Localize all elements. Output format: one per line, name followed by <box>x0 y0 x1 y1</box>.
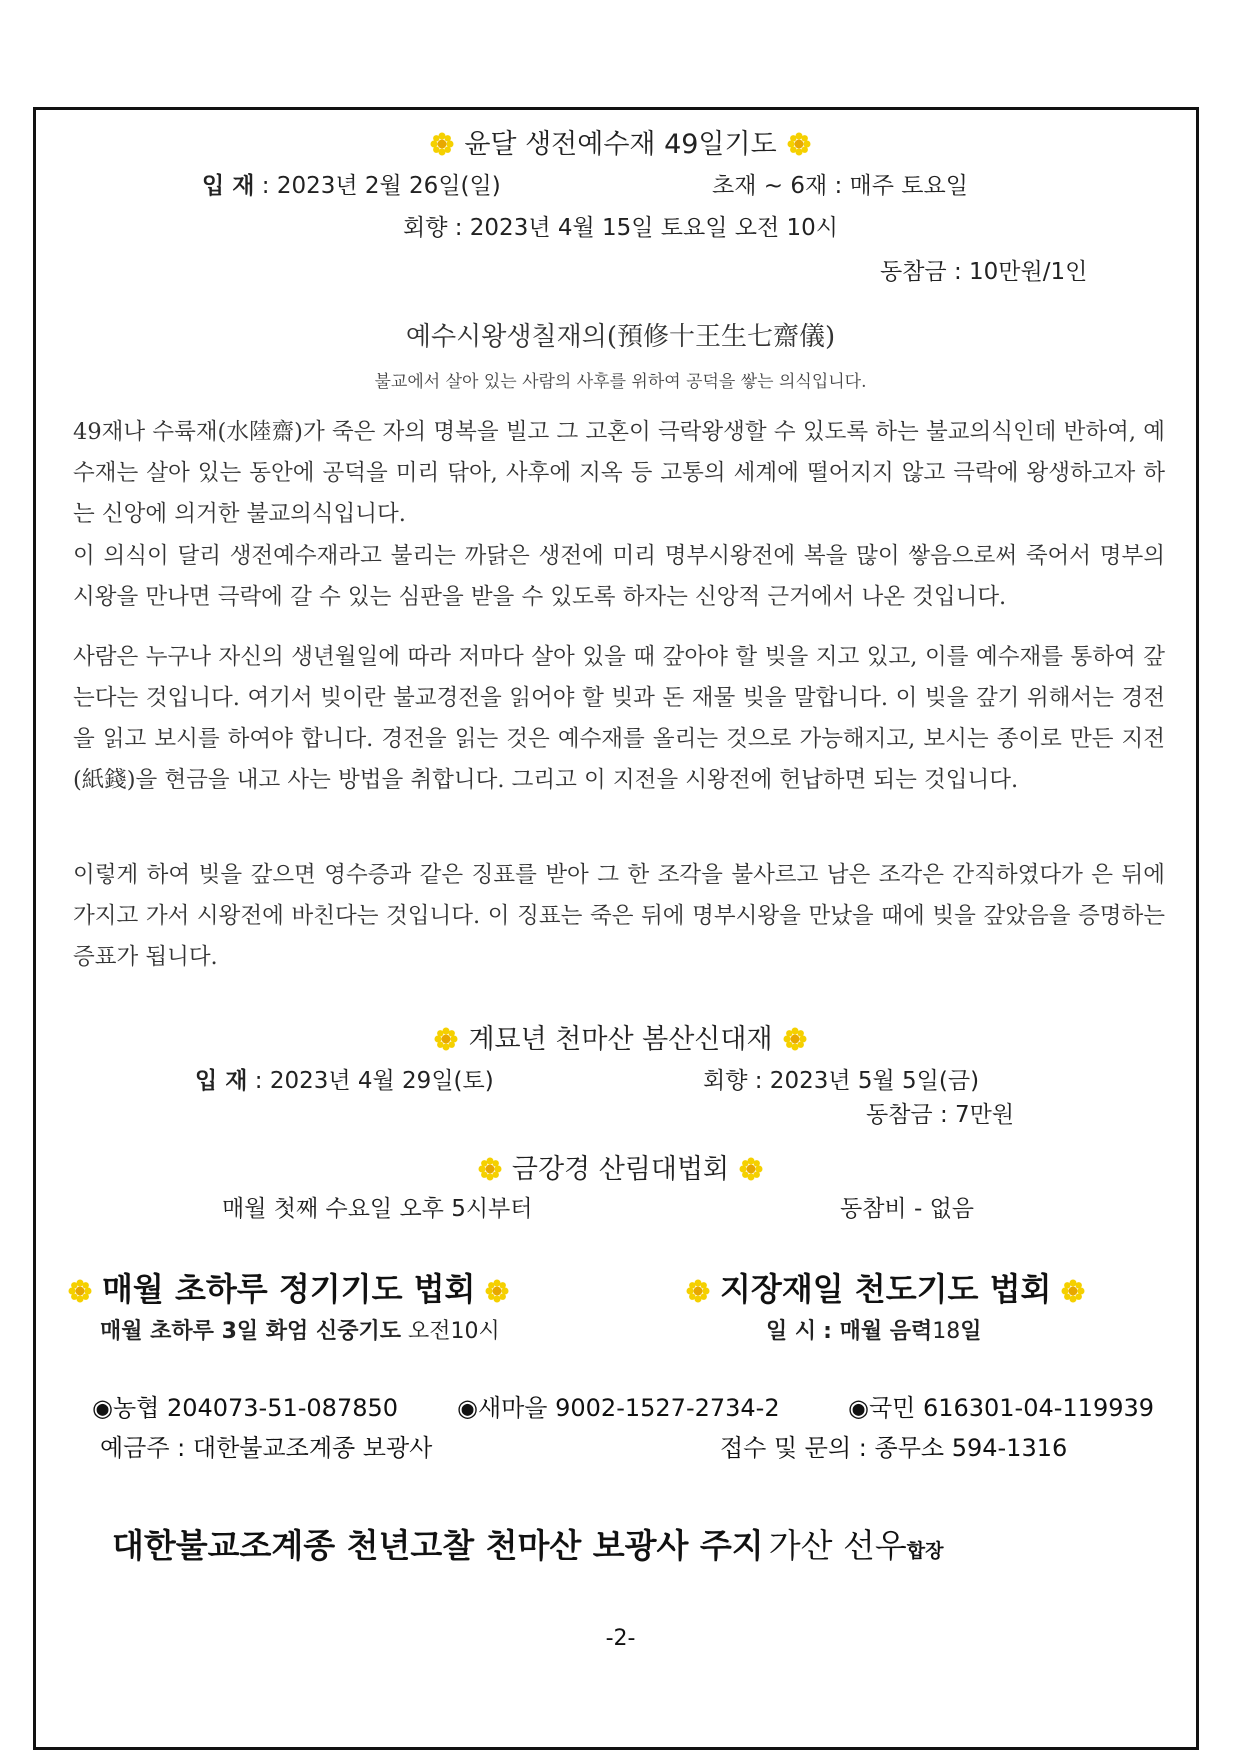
right-value-num: 18 <box>932 1319 961 1344</box>
section4-left-title <box>68 1264 519 1310</box>
article-heading: 예수시왕생칠재의(預修十王生七齋儀) <box>405 322 836 352</box>
section4-left-title-text: 매월 초하루 정기기도 법회 <box>102 1270 476 1308</box>
right-value-tail: 일 <box>960 1319 982 1344</box>
ipjae-label: 입 재 <box>202 173 255 199</box>
ipjae-value: : 2023년 4월 29일(토) <box>254 1068 494 1094</box>
section2-fee: 동참금 : 7만원 <box>866 1102 1015 1128</box>
flower-icon <box>478 1157 502 1181</box>
flower-icon <box>485 1279 509 1303</box>
right-label: 일 시 <box>766 1319 817 1344</box>
section1-ipjae <box>202 167 501 200</box>
flower-icon <box>739 1157 763 1181</box>
section4-right-detail <box>766 1314 982 1345</box>
bank-saemaul: ◉새마을 9002-1527-2734-2 <box>457 1394 780 1422</box>
flower-icon <box>787 132 811 156</box>
left-detail-bold: 매월 초하루 3일 화엄 신중기도 <box>100 1319 401 1344</box>
section2-title <box>0 1017 1241 1056</box>
article-paragraph: 사람은 누구나 자신의 생년월일에 따라 저마다 살아 있을 때 갚아야 할 빚을 지고 있고, 이를 예수재를 통하여 갚는다는 것입니다. 여기서 빚이란 불교경전을 읽어야 할 빚과 돈 재물 빚을 말합니다. 이 빚을 갚기 위해서는 경전을 읽고 보시를 하여야 합니다. 경전을 읽는 것은 예수재를 올리는 것으로 가능해지고, 보시는 종이로 만든 지전(紙錢)을 현금을 내고 사는 방법을 취합니다. 그리고 이 지전을 시왕전에 헌납하면 되는 것입니다. <box>73 644 1165 793</box>
section3-fee: 동참비 - 없음 <box>840 1196 975 1222</box>
flower-icon <box>68 1279 92 1303</box>
article-subheading: 불교에서 살아 있는 사람의 사후를 위하여 공덕을 쌓는 의식입니다. <box>374 372 867 392</box>
page-number: -2- <box>605 1626 636 1651</box>
section1-title <box>0 122 1241 161</box>
article-paragraph: 이 의식이 달리 생전예수재라고 불리는 까닭은 생전에 미리 명부시왕전에 복을 많이 쌓음으로써 죽어서 명부의 시왕을 만나면 극락에 갈 수 있는 심판을 받을 수 있도록 하자는 신앙적 근거에서 나온 것입니다. <box>73 543 1165 610</box>
section3-when: 매월 첫째 수요일 오후 5시부터 <box>222 1196 533 1222</box>
footer-signature <box>112 1520 943 1567</box>
section2-title-text: 계묘년 천마산 봄산신대재 <box>468 1024 773 1055</box>
section1-title-text: 윤달 생전예수재 49일기도 <box>464 129 777 160</box>
section1-fee: 동참금 : 10만원/1인 <box>880 259 1088 285</box>
bank-kb: ◉국민 616301-04-119939 <box>848 1394 1155 1422</box>
article-paragraph: 49재나 수륙재(水陸齋)가 죽은 자의 명복을 빌고 그 고혼이 극락왕생할 수 있도록 하는 불교의식인데 반하여, 예수재는 살아 있는 동안에 공덕을 미리 닦아, 사후에 지옥 등 고통의 세계에 떨어지지 않고 극락에 왕생하고자 하는 신앙에 의거한 불교의식입니다. <box>73 419 1165 527</box>
footer-org: 대한불교조계종 천년고찰 천마산 보광사 주지 <box>112 1526 764 1565</box>
section3-title <box>0 1147 1241 1186</box>
contact-info: 접수 및 문의 : 종무소 594-1316 <box>720 1434 1068 1462</box>
section4-left-detail <box>100 1314 500 1345</box>
section2-hoehyang: 회향 : 2023년 5월 5일(금) <box>703 1068 980 1094</box>
section3-title-text: 금강경 산림대법회 <box>511 1154 730 1185</box>
section1-chojae: 초재 ~ 6재 : 매주 토요일 <box>712 173 968 199</box>
flower-icon <box>1061 1279 1085 1303</box>
flower-icon <box>686 1279 710 1303</box>
section4-right-title <box>686 1264 1095 1310</box>
right-value-bold: : 매월 음력 <box>823 1319 933 1344</box>
section1-hoehyang: 회향 : 2023년 4월 15일 토요일 오전 10시 <box>402 215 839 241</box>
section2-ipjae <box>195 1062 494 1095</box>
bank-nh: ◉농협 204073-51-087850 <box>92 1394 399 1422</box>
flower-icon <box>434 1027 458 1051</box>
bank-holder: 예금주 : 대한불교조계종 보광사 <box>100 1434 433 1462</box>
footer-suffix: 합장 <box>906 1540 944 1562</box>
footer-name: 가산 선우 <box>768 1526 907 1565</box>
section4-right-title-text: 지장재일 천도기도 법회 <box>720 1270 1052 1308</box>
left-detail-time: 오전10시 <box>407 1319 500 1344</box>
flower-icon <box>430 132 454 156</box>
ipjae-label: 입 재 <box>195 1068 248 1094</box>
flower-icon <box>783 1027 807 1051</box>
article-paragraph: 이렇게 하여 빚을 갚으면 영수증과 같은 징표를 받아 그 한 조각을 불사르고 남은 조각은 간직하였다가 은 뒤에 가지고 가서 시왕전에 바친다는 것입니다. 이 징표는 죽은 뒤에 명부시왕을 만났을 때에 빚을 갚았음을 증명하는 증표가 됩니다. <box>73 862 1165 970</box>
ipjae-value: : 2023년 2월 26일(일) <box>261 173 501 199</box>
